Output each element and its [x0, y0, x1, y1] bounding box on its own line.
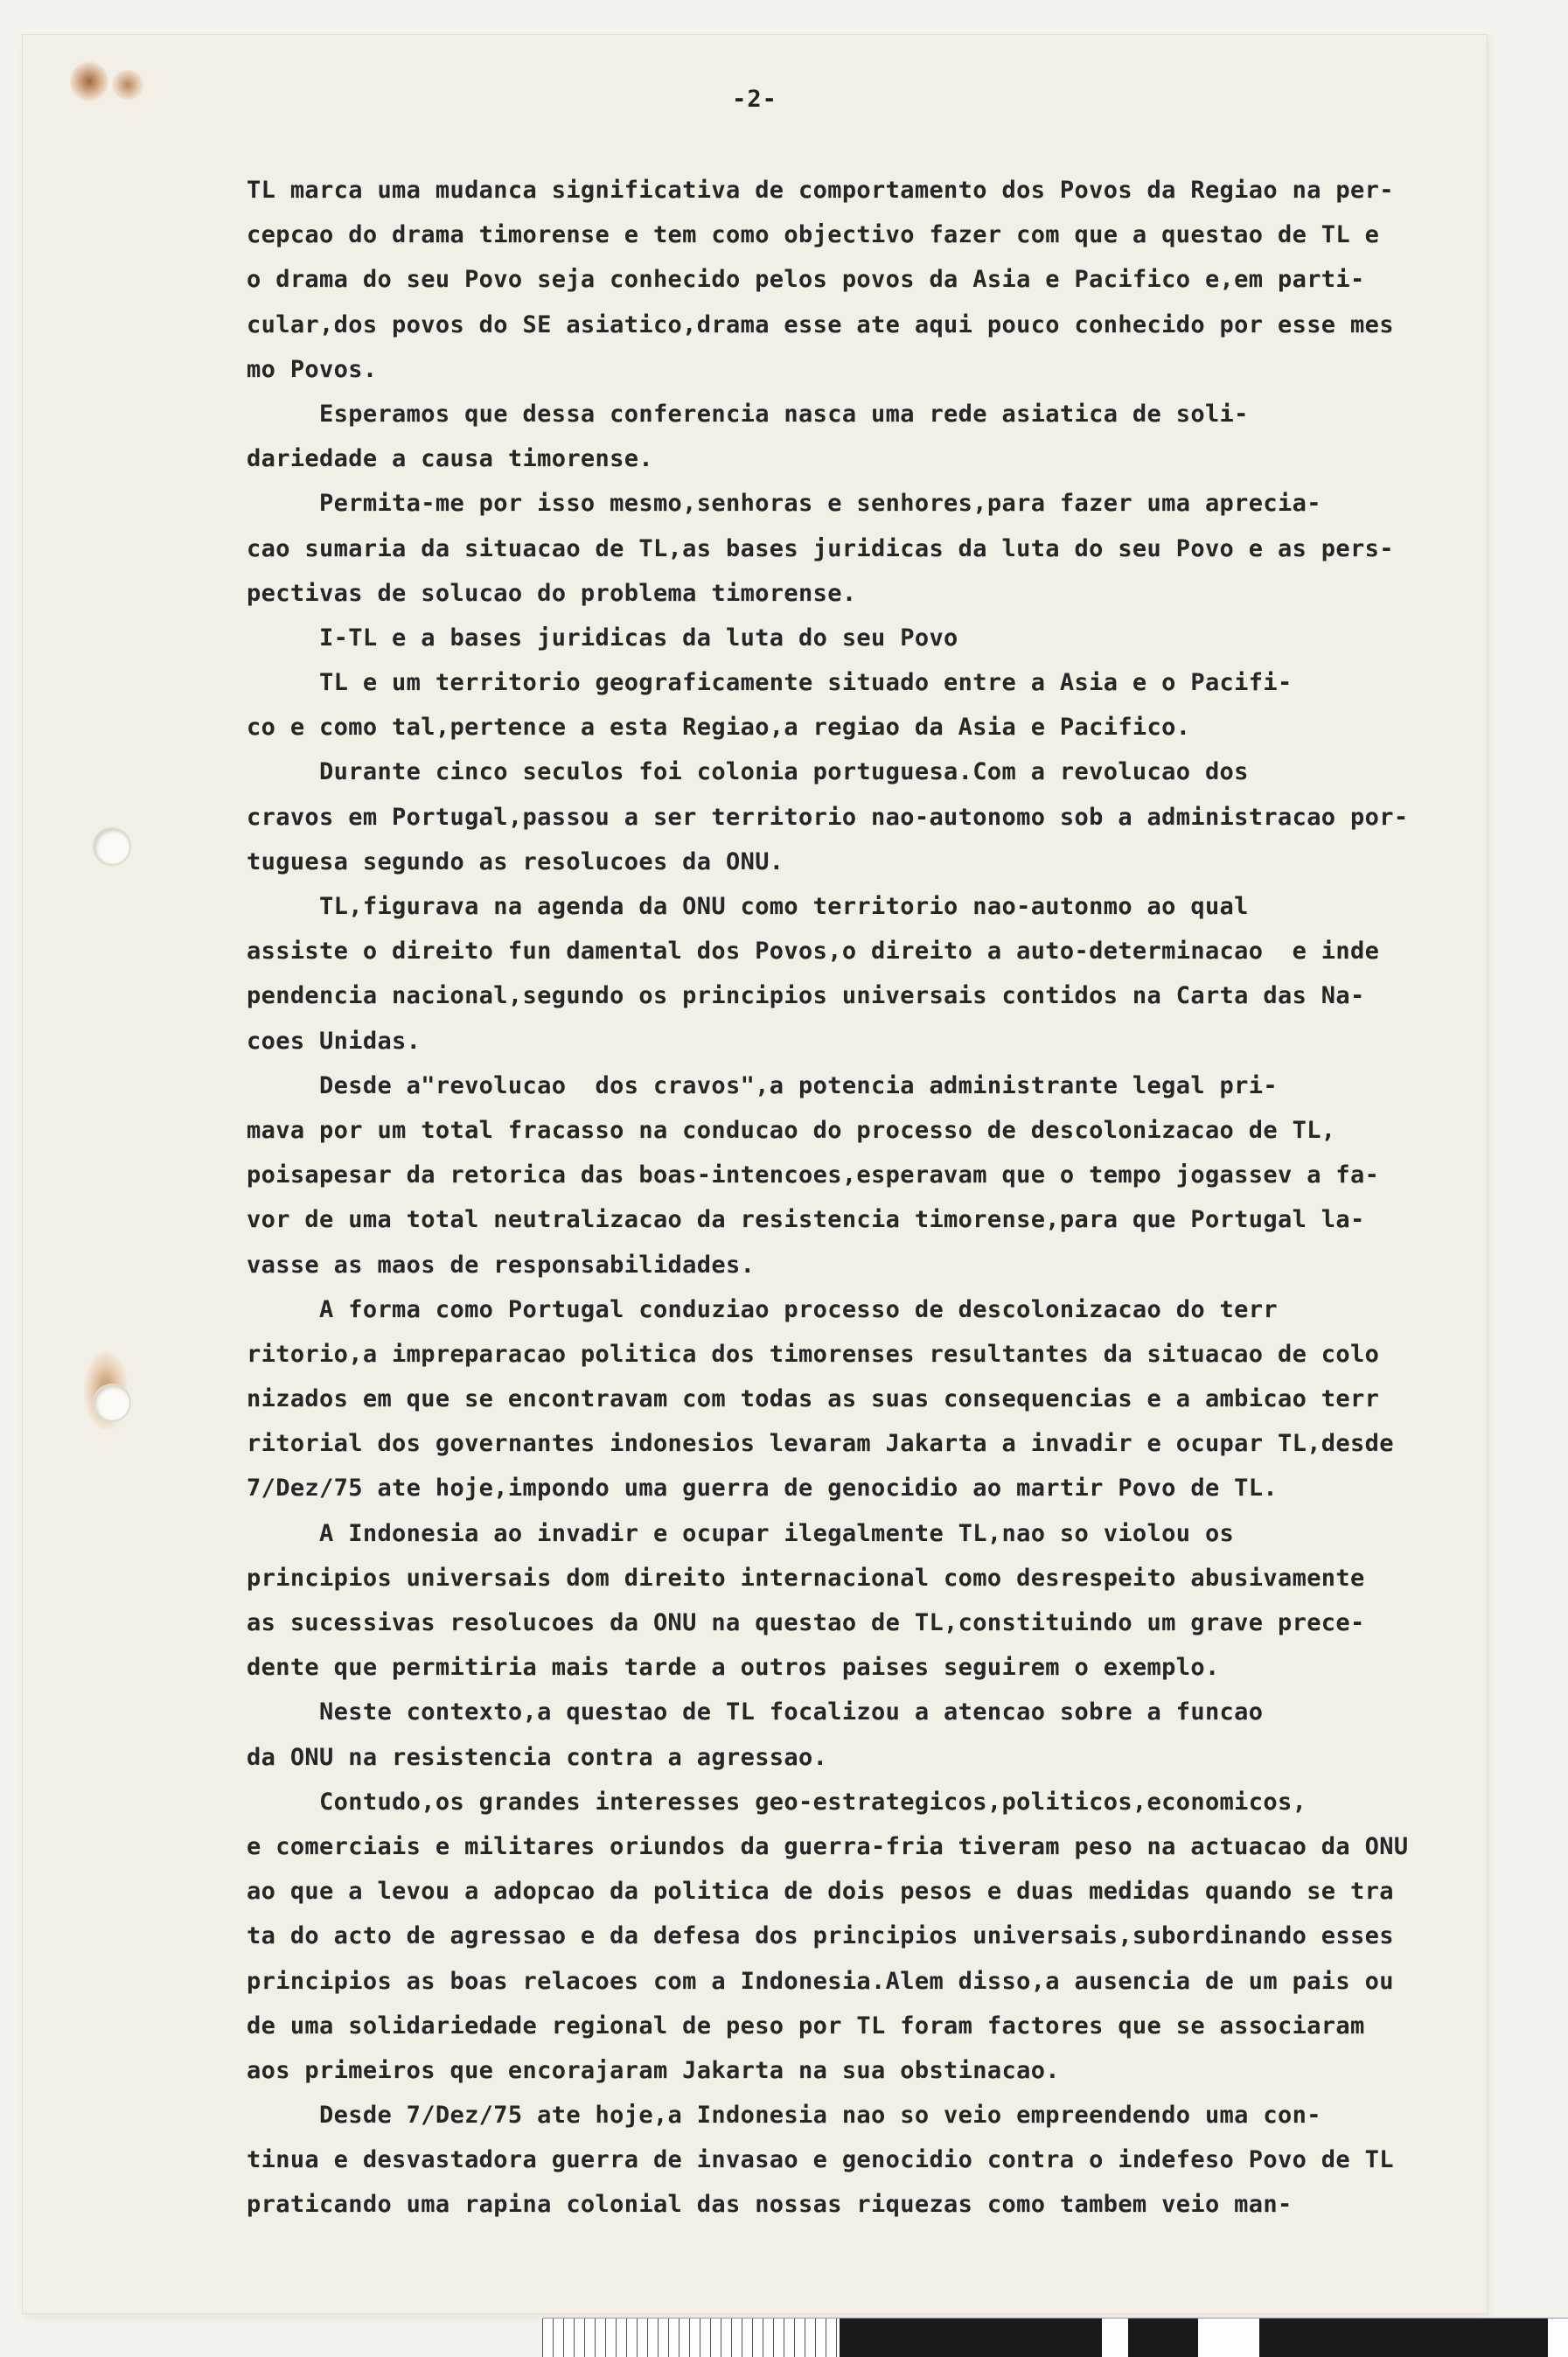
text-line: Durante cinco seculos foi colonia portuguesa.Com a revolucao dos — [247, 758, 1249, 786]
page-number: -2- — [732, 86, 777, 113]
text-line: vasse as maos de responsabilidades. — [247, 1251, 756, 1279]
text-line: Esperamos que dessa conferencia nasca uma rede asiatica de soli- — [247, 400, 1249, 428]
scale-block — [840, 2319, 1102, 2357]
text-line: co e como tal,pertence a esta Regiao,a regiao da Asia e Pacifico. — [247, 714, 1191, 742]
text-line: dente que permitiria mais tarde a outros paises seguirem o exemplo. — [247, 1654, 1220, 1682]
text-line: nizados em que se encontravam com todas as suas consequencias e a ambicao terr — [247, 1385, 1380, 1413]
text-line: A forma como Portugal conduziao processo de descolonizacao do terr — [247, 1295, 1278, 1323]
text-line: principios as boas relacoes com a Indonesia.Alem disso,a ausencia de um pais ou — [247, 1967, 1394, 1995]
text-line: o drama do seu Povo seja conhecido pelos povos da Asia e Pacifico e,em parti- — [247, 266, 1365, 294]
text-line: dariedade a causa timorense. — [247, 445, 653, 473]
text-line: ao que a levou a adopcao da politica de dois pesos e duas medidas quando se tra — [247, 1878, 1394, 1906]
text-line: cepcao do drama timorense e tem como objectivo fazer com que a questao de TL e — [247, 221, 1380, 249]
text-line: pendencia nacional,segundo os principios universais contidos na Carta das Na- — [247, 982, 1365, 1010]
text-line: de uma solidariedade regional de peso por TL foram factores que se associaram — [247, 2012, 1365, 2040]
text-line: ritorial dos governantes indonesios levaram Jakarta a invadir e ocupar TL,desde — [247, 1430, 1394, 1458]
punch-hole — [94, 829, 129, 864]
text-line: da ONU na resistencia contra a agressao. — [247, 1743, 828, 1771]
text-line: ritorio,a impreparacao politica dos timorenses resultantes da situacao de colo — [247, 1340, 1380, 1368]
document-page — [23, 35, 1487, 2313]
text-line: cravos em Portugal,passou a ser territorio nao-autonomo sob a administracao por- — [247, 803, 1409, 831]
text-line: tuguesa segundo as resolucoes da ONU. — [247, 847, 784, 875]
text-line: coes Unidas. — [247, 1027, 422, 1055]
text-line: A Indonesia ao invadir e ocupar ilegalmente TL,nao so violou os — [247, 1519, 1235, 1547]
document-body — [247, 168, 1506, 2228]
text-line: Contudo,os grandes interesses geo-estrategicos,politicos,economicos, — [247, 1788, 1307, 1816]
text-line: assiste o direito fun damental dos Povos,o direito a auto-determinacao e inde — [247, 938, 1380, 966]
text-line: cular,dos povos do SE asiatico,drama esse ate aqui pouco conhecido por esse mes — [247, 310, 1394, 338]
text-line: Permita-me por isso mesmo,senhoras e senhores,para fazer uma aprecia- — [247, 490, 1321, 518]
text-line: Neste contexto,a questao de TL focalizou a atencao sobre a funcao — [247, 1698, 1264, 1726]
scale-block — [1128, 2319, 1198, 2357]
text-line: cao sumaria da situacao de TL,as bases juridicas da luta do seu Povo e as pers- — [247, 534, 1394, 562]
text-line: ta do acto de agressao e da defesa dos principios universais,subordinando esses — [247, 1922, 1394, 1950]
text-line: as sucessivas resolucoes da ONU na questao de TL,constituindo um grave prece- — [247, 1609, 1365, 1636]
punch-hole — [94, 1385, 129, 1420]
text-line: 7/Dez/75 ate hoje,impondo uma guerra de genocidio ao martir Povo de TL. — [247, 1475, 1278, 1503]
scale-ruler-ticks — [542, 2319, 840, 2357]
text-line: tinua e desvastadora guerra de invasao e genocidio contra o indefeso Povo de TL — [247, 2146, 1394, 2174]
text-line: Desde a"revolucao dos cravos",a potencia administrante legal pri- — [247, 1071, 1278, 1099]
color-scale-bar — [542, 2318, 1568, 2357]
text-line: praticando uma rapina colonial das nossas riquezas como tambem veio man- — [247, 2191, 1293, 2219]
text-line: I-TL e a bases juridicas da luta do seu Povo — [247, 624, 958, 652]
text-line: mava por um total fracasso na conducao do processo de descolonizacao de TL, — [247, 1116, 1336, 1144]
scale-block — [1259, 2319, 1548, 2357]
text-line: TL marca uma mudanca significativa de comportamento dos Povos da Regiao na per- — [247, 177, 1394, 204]
text-line: vor de uma total neutralizacao da resistencia timorense,para que Portugal la- — [247, 1206, 1365, 1234]
rust-stain — [112, 70, 143, 100]
text-line: principios universais dom direito internacional como desrespeito abusivamente — [247, 1564, 1365, 1592]
rust-stain — [70, 61, 108, 101]
text-line: aos primeiros que encorajaram Jakarta na sua obstinacao. — [247, 2056, 1060, 2084]
text-line: poisapesar da retorica das boas-intencoes,esperavam que o tempo jogassev a fa- — [247, 1161, 1380, 1189]
text-line: e comerciais e militares oriundos da guerra-fria tiveram peso na actuacao da ONU — [247, 1832, 1409, 1860]
text-line: TL,figurava na agenda da ONU como territorio nao-autonmo ao qual — [247, 893, 1249, 920]
text-line: TL e um territorio geograficamente situado entre a Asia e o Pacifi- — [247, 669, 1293, 697]
text-line: pectivas de solucao do problema timorense. — [247, 579, 857, 607]
text-line: Desde 7/Dez/75 ate hoje,a Indonesia nao so veio empreendendo uma con- — [247, 2102, 1321, 2130]
text-line: mo Povos. — [247, 355, 378, 383]
